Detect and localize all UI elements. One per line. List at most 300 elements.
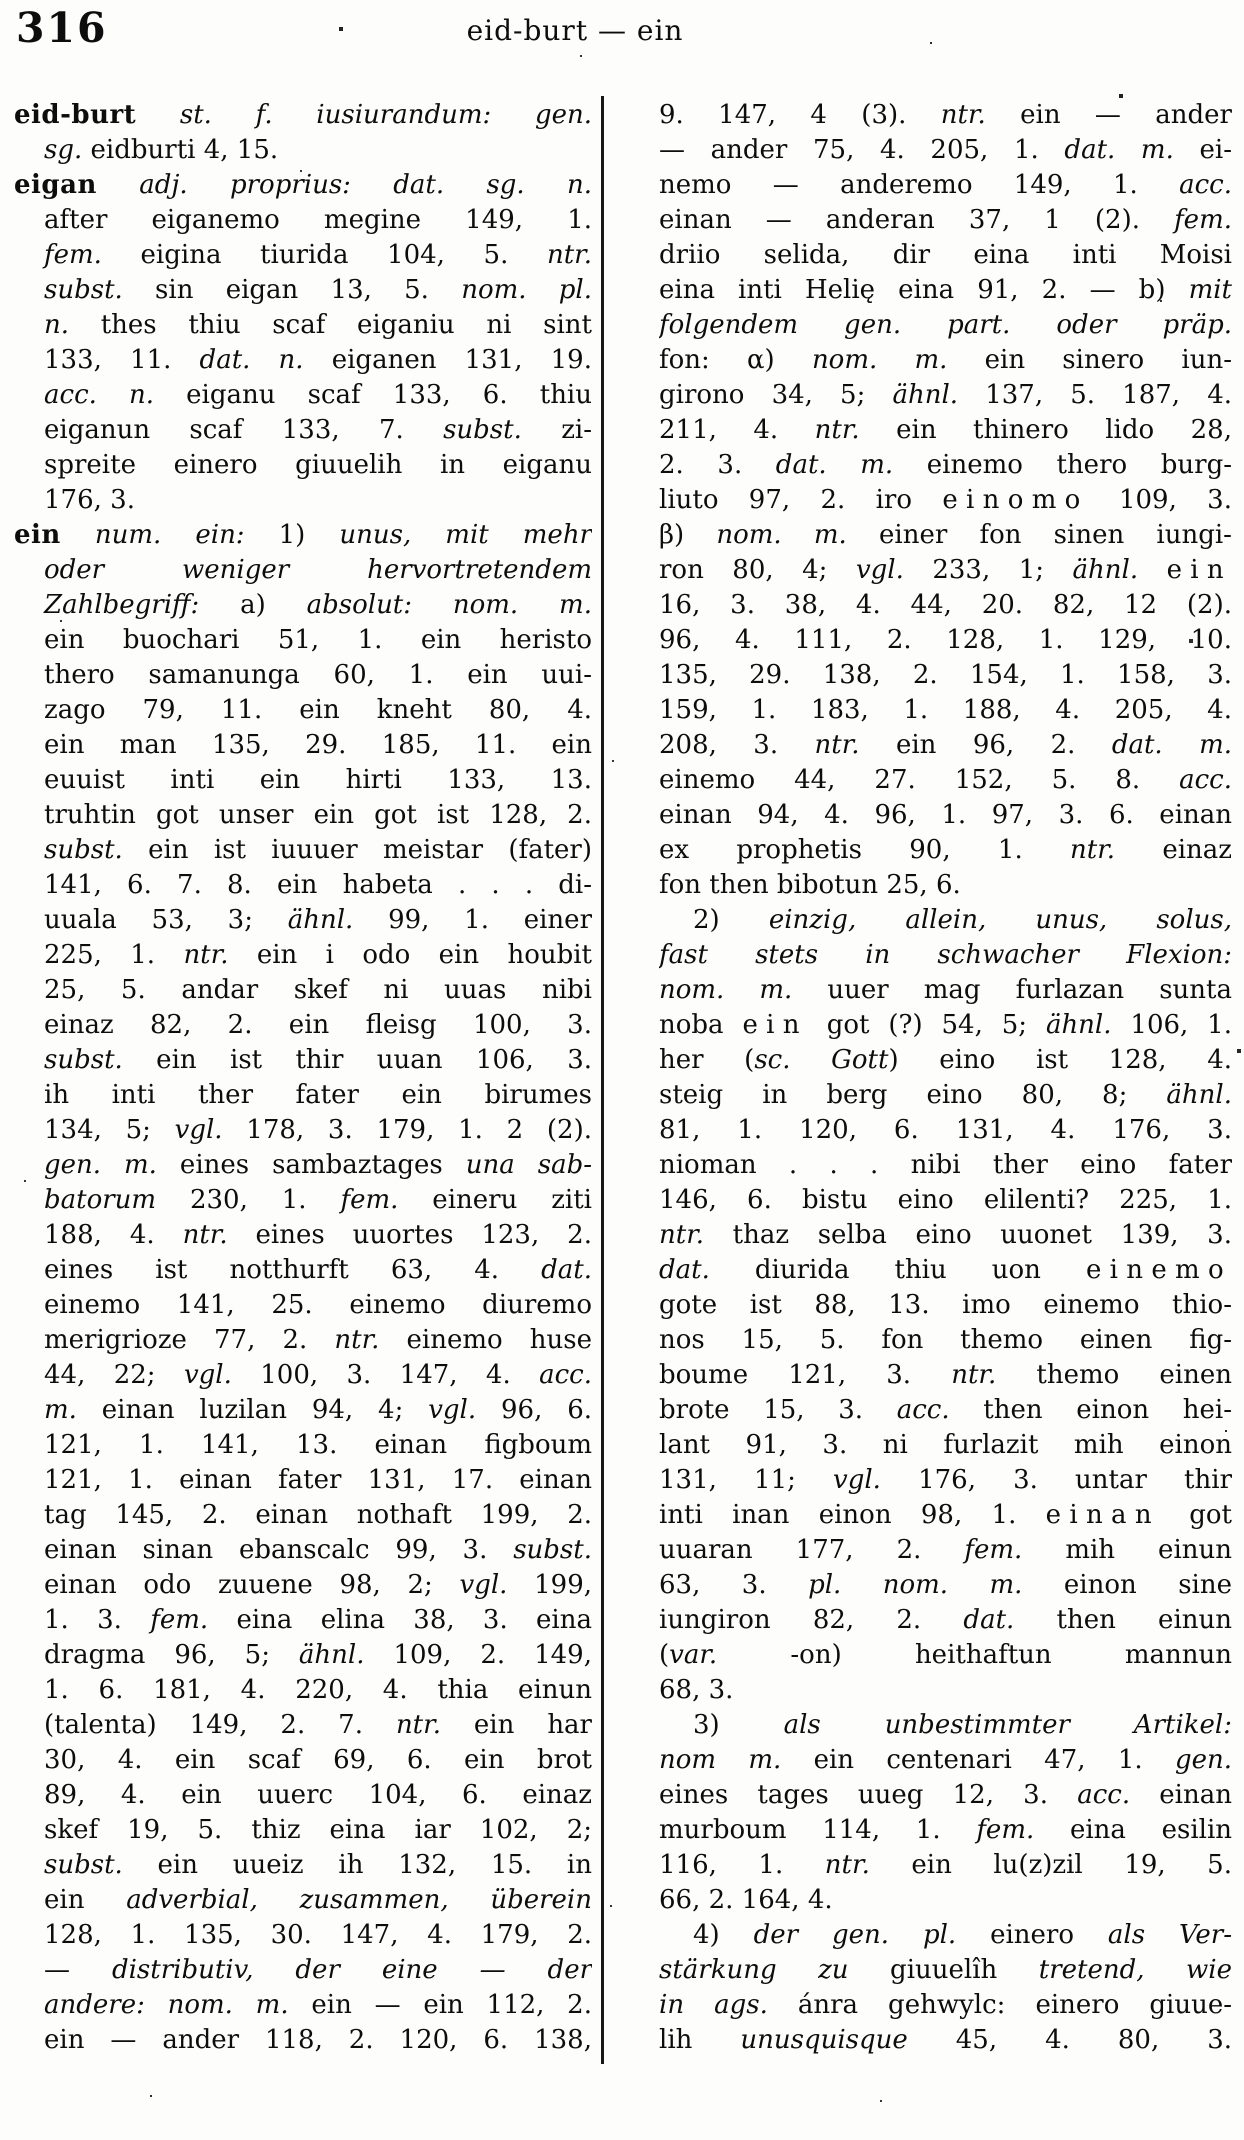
text-segment: acc. n. bbox=[44, 380, 155, 410]
text-segment: adverbial, zusammen, überein bbox=[126, 1885, 592, 1915]
text-line bbox=[14, 1918, 592, 1953]
text-line bbox=[14, 1463, 592, 1498]
text-segment: ntr. bbox=[951, 1360, 997, 1390]
text-line bbox=[659, 728, 1232, 763]
text-segment: 1. 3. bbox=[44, 1605, 151, 1635]
text-segment: gote ist 88, 13. imo einemo thio- bbox=[659, 1290, 1232, 1320]
text-segment: spreite einero giuuelih in eiganu bbox=[44, 450, 592, 480]
text-segment: ron 80, 4; bbox=[659, 555, 856, 585]
text-segment: skef 19, 5. thiz eina iar 102, 2; bbox=[44, 1815, 592, 1845]
text-line bbox=[659, 1428, 1232, 1463]
text-line bbox=[14, 1533, 592, 1568]
text-segment: 4) bbox=[693, 1920, 754, 1950]
text-segment: 3) bbox=[693, 1710, 784, 1740]
text-segment: st. f. iusiurandum: gen. bbox=[179, 100, 592, 130]
text-segment: einon sine bbox=[1022, 1570, 1232, 1600]
text-segment: euuist inti ein hirti 133, 13. bbox=[44, 765, 592, 795]
text-line bbox=[659, 1078, 1232, 1113]
text-segment: stärkung zu bbox=[659, 1955, 849, 1985]
text-segment: einan — anderan 37, 1 (2). bbox=[659, 205, 1175, 235]
text-line bbox=[14, 1323, 592, 1358]
text-segment: a) bbox=[199, 590, 307, 620]
text-segment: pl. nom. m. bbox=[808, 1570, 1023, 1600]
text-segment: fem. bbox=[44, 240, 102, 270]
text-segment: var. bbox=[669, 1640, 718, 1670]
text-line bbox=[14, 1953, 592, 1988]
text-line bbox=[14, 343, 592, 378]
text-segment: absolut: nom. m. bbox=[306, 590, 592, 620]
text-segment: 96, 4. 111, 2. 128, 1. 129, 10. bbox=[659, 625, 1232, 655]
text-segment: einemo huse bbox=[379, 1325, 592, 1355]
text-segment: ih inti ther fater ein birumes bbox=[44, 1080, 592, 1110]
text-segment: 109, 2. 149, bbox=[364, 1640, 592, 1670]
text-segment: eines ist notthurft 63, 4. bbox=[44, 1255, 542, 1285]
text-segment: 96, 6. bbox=[476, 1395, 592, 1425]
text-segment: brote 15, 3. bbox=[659, 1395, 897, 1425]
text-segment: 25, 5. andar skef ni uuas nibi bbox=[44, 975, 592, 1005]
text-segment: ánra gehwylc: einero giuue- bbox=[767, 1990, 1232, 2020]
text-segment: β) bbox=[659, 520, 717, 550]
text-segment: einer fon sinen iungi- bbox=[846, 520, 1232, 550]
text-line bbox=[659, 308, 1232, 343]
text-segment: dat. bbox=[963, 1605, 1015, 1635]
text-segment: lant 91, 3. ni furlazit mih einon bbox=[659, 1430, 1232, 1460]
text-line bbox=[14, 728, 592, 763]
text-segment: einemo thero burg- bbox=[893, 450, 1232, 480]
text-line bbox=[659, 1463, 1232, 1498]
text-segment: (talenta) 149, 2. 7. bbox=[44, 1710, 396, 1740]
text-segment: eines uuortes 123, 2. bbox=[227, 1220, 592, 1250]
text-line bbox=[659, 1813, 1232, 1848]
text-line bbox=[659, 1778, 1232, 1813]
text-segment: nom. pl. bbox=[461, 275, 592, 305]
text-segment: sin eigan 13, 5. bbox=[122, 275, 462, 305]
text-line bbox=[14, 133, 592, 168]
text-segment: 134, 5; bbox=[44, 1115, 175, 1145]
text-line bbox=[659, 1953, 1232, 1988]
text-segment: got bbox=[1159, 1500, 1232, 1530]
text-segment: inti inan einon 98, 1. bbox=[659, 1500, 1046, 1530]
text-line bbox=[14, 168, 592, 203]
text-line bbox=[14, 1008, 592, 1043]
text-segment: merigrioze 77, 2. bbox=[44, 1325, 335, 1355]
text-segment: 178, 3. 179, 1. 2 (2). bbox=[222, 1115, 592, 1145]
text-segment: einan bbox=[1130, 1780, 1232, 1810]
text-segment: lih bbox=[659, 2025, 741, 2055]
text-segment: dat. bbox=[541, 1255, 592, 1285]
text-segment: ein buochari 51, 1. ein heristo bbox=[44, 625, 592, 655]
text-line bbox=[659, 1183, 1232, 1218]
text-segment: ähnl. bbox=[1166, 1080, 1232, 1110]
text-line bbox=[14, 1218, 592, 1253]
text-segment: ein 96, 2. bbox=[859, 730, 1112, 760]
text-segment: unus, mit mehr bbox=[339, 520, 592, 550]
text-segment: ähnl. bbox=[1072, 555, 1139, 585]
text-line bbox=[14, 2023, 592, 2058]
text-line bbox=[14, 1813, 592, 1848]
text-segment: als Ver- bbox=[1107, 1920, 1232, 1950]
text-line bbox=[659, 798, 1232, 833]
text-segment: folgendem gen. part. oder präp. bbox=[659, 310, 1232, 340]
text-segment: 211, 4. bbox=[659, 415, 815, 445]
text-segment: -on) heithaftun mannun bbox=[717, 1640, 1232, 1670]
text-line bbox=[14, 203, 592, 238]
text-line bbox=[659, 1708, 1232, 1743]
text-segment: eina esilin bbox=[1034, 1815, 1232, 1845]
text-segment: thes thiu scaf eiganiu ni sint bbox=[69, 310, 592, 340]
text-line bbox=[14, 1568, 592, 1603]
text-segment: fem. bbox=[964, 1535, 1023, 1565]
text-line bbox=[14, 413, 592, 448]
text-segment: einaz bbox=[1115, 835, 1232, 865]
text-line bbox=[14, 1708, 592, 1743]
text-line bbox=[659, 1533, 1232, 1568]
text-line bbox=[14, 98, 592, 133]
text-segment: subst. bbox=[44, 275, 123, 305]
text-line bbox=[659, 1988, 1232, 2023]
text-segment: — ander 75, 4. 205, 1. bbox=[659, 135, 1065, 165]
text-line bbox=[659, 763, 1232, 798]
text-line bbox=[14, 308, 592, 343]
text-segment: 45, 4. 80, 3. bbox=[907, 2025, 1232, 2055]
text-segment: ) eino ist 128, 4. bbox=[888, 1045, 1232, 1075]
text-segment: giuuelîh bbox=[848, 1955, 1039, 1985]
text-line bbox=[659, 1603, 1232, 1638]
text-segment: eineru ziti bbox=[398, 1185, 592, 1215]
text-line bbox=[659, 483, 1232, 518]
text-segment: zi- bbox=[521, 415, 592, 445]
text-line bbox=[659, 1743, 1232, 1778]
text-line bbox=[659, 1673, 1232, 1708]
text-segment: nom. m. bbox=[716, 520, 847, 550]
text-line bbox=[659, 273, 1232, 308]
text-segment: dat. n. bbox=[199, 345, 304, 375]
text-segment: ein ist thir uuan 106, 3. bbox=[122, 1045, 592, 1075]
text-segment: ein lu(z)zil 19, 5. bbox=[869, 1850, 1232, 1880]
text-segment: her ( bbox=[659, 1045, 755, 1075]
text-segment: ähnl. bbox=[298, 1640, 365, 1670]
text-segment: zago 79, 11. ein kneht 80, 4. bbox=[44, 695, 592, 725]
text-segment: ein bbox=[1166, 555, 1232, 585]
text-line bbox=[659, 448, 1232, 483]
text-segment: fem. bbox=[150, 1605, 209, 1635]
text-line bbox=[14, 903, 592, 938]
text-line bbox=[14, 658, 592, 693]
text-segment: ( bbox=[659, 1640, 670, 1670]
text-segment: uuer mag furlazan sunta bbox=[792, 975, 1232, 1005]
text-line bbox=[14, 1603, 592, 1638]
text-segment: 199, bbox=[507, 1570, 592, 1600]
text-segment: subst. bbox=[44, 1045, 123, 1075]
text-segment: batorum bbox=[44, 1185, 157, 1215]
text-line bbox=[659, 168, 1232, 203]
text-line bbox=[659, 238, 1232, 273]
text-segment: eiganen 131, 19. bbox=[303, 345, 592, 375]
text-segment: subst. bbox=[513, 1535, 592, 1565]
text-line bbox=[14, 868, 592, 903]
text-segment: acc. bbox=[896, 1395, 950, 1425]
text-segment: einan sinan ebanscalc 99, 3. bbox=[44, 1535, 514, 1565]
text-segment: girono 34, 5; bbox=[659, 380, 893, 410]
text-segment: ntr. bbox=[334, 1325, 380, 1355]
text-line bbox=[14, 1183, 592, 1218]
text-segment: einan 94, 4. 96, 1. 97, 3. 6. einan bbox=[659, 800, 1232, 830]
text-segment: ein bbox=[742, 1010, 808, 1040]
text-line bbox=[659, 938, 1232, 973]
text-line bbox=[659, 623, 1232, 658]
text-segment: 135, 29. 138, 2. 154, 1. 158, 3. bbox=[659, 660, 1232, 690]
text-segment: 68, 3. bbox=[659, 1675, 734, 1705]
text-segment: acc. bbox=[539, 1360, 592, 1390]
text-segment: ein centenari 47, 1. bbox=[781, 1745, 1175, 1775]
text-line bbox=[659, 1323, 1232, 1358]
text-line bbox=[14, 1638, 592, 1673]
text-segment: 208, 3. bbox=[659, 730, 815, 760]
text-segment: dat. m. bbox=[775, 450, 894, 480]
text-line bbox=[14, 273, 592, 308]
text-segment: subst. bbox=[443, 415, 522, 445]
text-line bbox=[659, 1148, 1232, 1183]
text-segment bbox=[136, 100, 180, 130]
text-segment: Zahlbegriff: bbox=[44, 590, 200, 620]
text-segment: einzig, allein, unus, solus, bbox=[768, 905, 1232, 935]
text-segment: fast stets in schwacher Flexion: bbox=[659, 940, 1232, 970]
text-segment: unusquisque bbox=[740, 2025, 908, 2055]
text-segment: 100, 3. 147, 4. bbox=[231, 1360, 540, 1390]
text-segment: uuaran 177, 2. bbox=[659, 1535, 965, 1565]
text-segment: 106, 1. bbox=[1111, 1010, 1232, 1040]
text-segment: ähnl. bbox=[287, 905, 354, 935]
text-segment: 30, 4. ein scaf 69, 6. ein brot bbox=[44, 1745, 592, 1775]
text-line bbox=[14, 1743, 592, 1778]
text-line bbox=[659, 1918, 1232, 1953]
headword: eigan bbox=[14, 170, 97, 200]
text-segment: murboum 114, 1. bbox=[659, 1815, 977, 1845]
text-segment: tretend, wie bbox=[1038, 1955, 1232, 1985]
text-segment: then einon hei- bbox=[949, 1395, 1232, 1425]
text-line bbox=[14, 553, 592, 588]
text-segment: dat. bbox=[659, 1255, 710, 1285]
text-line bbox=[659, 413, 1232, 448]
text-segment: dragma 96, 5; bbox=[44, 1640, 299, 1670]
text-segment: acc. bbox=[1077, 1780, 1131, 1810]
text-line bbox=[14, 1078, 592, 1113]
text-line bbox=[659, 1498, 1232, 1533]
text-segment: ein i odo ein houbit bbox=[228, 940, 592, 970]
text-line bbox=[659, 868, 1232, 903]
text-segment: eina elina 38, 3. eina bbox=[208, 1605, 592, 1635]
text-segment: ein sinero iun- bbox=[947, 345, 1232, 375]
text-line bbox=[659, 1008, 1232, 1043]
text-segment: 146, 6. bistu eino elilenti? 225, 1. bbox=[659, 1185, 1232, 1215]
text-segment: thero samanunga 60, 1. ein uui- bbox=[44, 660, 592, 690]
text-line bbox=[659, 1218, 1232, 1253]
text-segment: fem. bbox=[340, 1185, 399, 1215]
text-segment: thaz selba eino uuonet 139, 3. bbox=[704, 1220, 1232, 1250]
text-segment: 230, 1. bbox=[156, 1185, 341, 1215]
text-segment: ähnl. bbox=[1045, 1010, 1112, 1040]
text-segment: 233, 1; bbox=[903, 555, 1073, 585]
text-line bbox=[14, 1148, 592, 1183]
text-segment: 141, 6. 7. 8. ein habeta . . . di- bbox=[44, 870, 592, 900]
text-line bbox=[659, 378, 1232, 413]
text-segment: einan bbox=[1045, 1500, 1160, 1530]
headword: ein bbox=[14, 520, 61, 550]
text-line bbox=[659, 658, 1232, 693]
text-segment: ein thinero lido 28, bbox=[859, 415, 1232, 445]
text-line bbox=[659, 203, 1232, 238]
text-segment bbox=[61, 520, 95, 550]
text-segment: einero bbox=[956, 1920, 1108, 1950]
text-line bbox=[14, 1883, 592, 1918]
text-line bbox=[659, 1358, 1232, 1393]
text-segment: ein har bbox=[440, 1710, 592, 1740]
text-segment: dat. m. bbox=[1064, 135, 1174, 165]
text-segment: 1. 6. 181, 4. 220, 4. thia einun bbox=[44, 1675, 592, 1705]
text-segment: 16, 3. 38, 4. 44, 20. 82, 12 (2). bbox=[659, 590, 1232, 620]
text-segment: vgl. bbox=[833, 1465, 881, 1495]
text-segment: fem. bbox=[1174, 205, 1232, 235]
text-segment: subst. bbox=[44, 835, 123, 865]
text-segment: ntr. bbox=[659, 1220, 705, 1250]
text-line bbox=[14, 483, 592, 518]
text-line bbox=[659, 693, 1232, 728]
text-segment: ein — ein 112, 2. bbox=[288, 1990, 592, 2020]
text-line bbox=[14, 1043, 592, 1078]
text-segment: der gen. pl. bbox=[753, 1920, 957, 1950]
text-line bbox=[14, 518, 592, 553]
text-segment: then einun bbox=[1014, 1605, 1232, 1635]
text-line bbox=[659, 1638, 1232, 1673]
text-segment: einemo bbox=[1085, 1255, 1232, 1285]
text-segment: einemo 141, 25. einemo diuremo bbox=[44, 1290, 592, 1320]
text-segment: fon: α) bbox=[659, 345, 812, 375]
text-segment: 9. 147, 4 (3). bbox=[659, 100, 941, 130]
text-segment: ei- bbox=[1173, 135, 1232, 165]
text-segment: einaz 82, 2. ein fleisg 100, 3. bbox=[44, 1010, 592, 1040]
text-segment: 1) bbox=[244, 520, 340, 550]
text-segment: 131, 11; bbox=[659, 1465, 834, 1495]
text-line bbox=[14, 1778, 592, 1813]
text-segment: ein man 135, 29. 185, 11. ein bbox=[44, 730, 592, 760]
text-segment: mit bbox=[1188, 275, 1232, 305]
text-segment: 2) bbox=[693, 905, 769, 935]
text-segment: eiganu scaf 133, 6. thiu bbox=[154, 380, 592, 410]
text-segment: n. bbox=[44, 310, 70, 340]
text-segment: eidburti 4, 15. bbox=[82, 135, 279, 165]
text-line bbox=[659, 1113, 1232, 1148]
text-segment: themo einen bbox=[996, 1360, 1232, 1390]
text-segment: sg. bbox=[44, 135, 83, 165]
text-line bbox=[659, 1253, 1232, 1288]
text-segment: sc. Gott bbox=[754, 1045, 889, 1075]
text-line bbox=[659, 1883, 1232, 1918]
text-segment: eines tages uueg 12, 3. bbox=[659, 1780, 1078, 1810]
text-line bbox=[14, 693, 592, 728]
column-left bbox=[14, 98, 592, 2058]
text-line bbox=[659, 1393, 1232, 1428]
text-segment: 81, 1. 120, 6. 131, 4. 176, 3. bbox=[659, 1115, 1232, 1145]
text-segment: nom. m. bbox=[811, 345, 948, 375]
text-line bbox=[659, 1043, 1232, 1078]
text-line bbox=[14, 763, 592, 798]
text-segment: ntr. bbox=[183, 940, 229, 970]
text-segment: nemo — anderemo 149, 1. bbox=[659, 170, 1180, 200]
text-line bbox=[14, 1393, 592, 1428]
text-segment: driio selida, dir eina inti Moisi bbox=[659, 240, 1232, 270]
text-segment: 128, 1. 135, 30. 147, 4. 179, 2. bbox=[44, 1920, 592, 1950]
text-segment: ex prophetis 90, 1. bbox=[659, 835, 1071, 865]
text-segment: nom. m. bbox=[659, 975, 793, 1005]
text-line bbox=[659, 1288, 1232, 1323]
text-segment: truhtin got unser ein got ist 128, 2. bbox=[44, 800, 592, 830]
scan-noise bbox=[0, 0, 2, 2]
text-segment: iungiron 82, 2. bbox=[659, 1605, 964, 1635]
text-line bbox=[14, 1358, 592, 1393]
text-segment: einan luzilan 94, 4; bbox=[76, 1395, 429, 1425]
text-line bbox=[14, 973, 592, 1008]
text-segment: andere: nom. m. bbox=[44, 1990, 289, 2020]
headword: eid-burt bbox=[14, 100, 137, 130]
text-segment: 225, 1. bbox=[44, 940, 184, 970]
text-segment: after eiganemo megine 149, 1. bbox=[44, 205, 592, 235]
text-segment: fem. bbox=[976, 1815, 1035, 1845]
text-segment: eiganun scaf 133, 7. bbox=[44, 415, 444, 445]
text-segment: einan odo zuuene 98, 2; bbox=[44, 1570, 460, 1600]
text-line bbox=[14, 378, 592, 413]
text-line bbox=[14, 238, 592, 273]
text-line bbox=[659, 1848, 1232, 1883]
text-segment: ntr. bbox=[395, 1710, 441, 1740]
text-segment: 2. 3. bbox=[659, 450, 776, 480]
text-segment: 63, 3. bbox=[659, 1570, 809, 1600]
text-segment: einemo 44, 27. 152, 5. 8. bbox=[659, 765, 1180, 795]
text-segment: ein — ander 118, 2. 120, 6. 138, bbox=[44, 2025, 592, 2055]
text-segment: 99, 1. einer bbox=[353, 905, 592, 935]
text-segment: 121, 1. 141, 13. einan figboum bbox=[44, 1430, 592, 1460]
text-segment: 133, 11. bbox=[44, 345, 200, 375]
text-segment: vgl. bbox=[459, 1570, 508, 1600]
text-segment: vgl. bbox=[174, 1115, 223, 1145]
text-segment: oder weniger hervortretendem bbox=[44, 555, 592, 585]
text-line bbox=[659, 133, 1232, 168]
text-segment: — bbox=[44, 1955, 112, 1985]
text-line bbox=[14, 623, 592, 658]
text-segment: eigina tiurida 104, 5. bbox=[101, 240, 547, 270]
text-segment: tag 145, 2. einan nothaft 199, 2. bbox=[44, 1500, 592, 1530]
text-segment: ntr. bbox=[1070, 835, 1116, 865]
text-segment: 109, 3. bbox=[1088, 485, 1232, 515]
text-line bbox=[14, 833, 592, 868]
text-segment: 66, 2. 164, 4. bbox=[659, 1885, 833, 1915]
text-line bbox=[659, 903, 1232, 938]
text-segment: num. ein: bbox=[94, 520, 245, 550]
text-segment: ein ist iuuuer meistar (fater) bbox=[122, 835, 592, 865]
text-line bbox=[14, 1113, 592, 1148]
text-line bbox=[659, 833, 1232, 868]
text-segment: got (?) 54, 5; bbox=[807, 1010, 1046, 1040]
text-segment: nos 15, 5. fon themo einen fig- bbox=[659, 1325, 1232, 1355]
text-segment bbox=[1138, 555, 1166, 585]
text-segment: ntr. bbox=[814, 730, 860, 760]
text-line bbox=[14, 1988, 592, 2023]
text-segment: nom m. bbox=[659, 1745, 782, 1775]
text-segment: 159, 1. 183, 1. 188, 4. 205, 4. bbox=[659, 695, 1232, 725]
text-segment: subst. bbox=[44, 1850, 123, 1880]
text-segment bbox=[97, 170, 139, 200]
text-segment: vgl. bbox=[855, 555, 904, 585]
text-segment: m. bbox=[44, 1395, 77, 1425]
